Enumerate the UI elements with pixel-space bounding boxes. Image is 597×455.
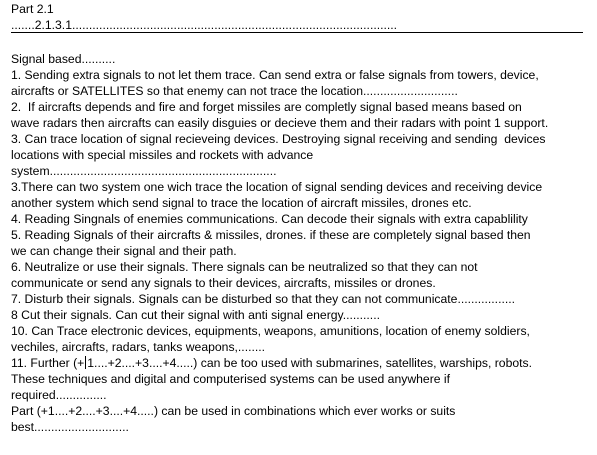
text-line: communicate or send any signals to their devices, aircrafts, missiles or drones. (11, 276, 436, 290)
heading-divider (11, 32, 583, 33)
text-line: 3.There can two system one wich trace the location of signal sending devices and receiving device (11, 180, 543, 194)
text-line: These techniques and digital and computerised systems can be used anywhere if (11, 372, 451, 386)
part-heading: Part 2.1 (11, 2, 54, 16)
text-line: Part (+1....+2....+3....+4.....) can be used in combinations which ever works or suits (11, 404, 456, 418)
text-line: 10. Can Trace electronic devices, equipments, weapons, amunitions, location of enemy soldiers, (11, 324, 530, 338)
text-line: Signal based.......... (11, 52, 116, 66)
text-line: 3. Can trace location of signal recieveing devices. Destroying signal receiving and sending devices (11, 132, 546, 146)
text-line: 6. Neutralize or use their signals. There signals can be neutralized so that they can not (11, 260, 478, 274)
text-line: another system which send signal to trace the location of aircraft missiles, drones etc. (11, 196, 472, 210)
text-line: we can change their signal and their path. (11, 244, 237, 258)
text-line: wave radars then aircrafts can easily disguies or decieve them and their radars with point 1 support. (11, 116, 549, 130)
text-line: vechiles, aircrafts, radars, tanks weapons,........ (11, 340, 266, 354)
text-line: aircrafts or SATELLITES so that enemy can not trace the location............................ (11, 84, 458, 98)
text-line-with-cursor (11, 355, 548, 371)
text-before-cursor: 11. Further (+ (11, 356, 85, 370)
text-line: 4. Reading Singnals of enemies communications. Can decode their signals with extra capablility (11, 212, 528, 226)
text-after-cursor: 1....+2....+3....+4.....) can be too used with submarines, satellites, warships, robots. (87, 356, 533, 370)
text-line: 5. Reading Signals of their aircrafts & missiles, drones. if these are completely signal based then (11, 228, 531, 242)
text-line: locations with special missiles and rockets with advance (11, 148, 314, 162)
text-line: required............... (11, 388, 107, 402)
section-heading: .......2.1.3.1................................................................................................ (11, 18, 398, 32)
document-body[interactable] (11, 51, 548, 435)
text-line: 7. Disturb their signals. Signals can be disturbed so that they can not communicate................. (11, 292, 516, 306)
text-line: best............................ (11, 420, 129, 434)
text-line: 1. Sending extra signals to not let them trace. Can send extra or false signals from towers, device, (11, 68, 539, 82)
text-line: system................................................................... (11, 164, 277, 178)
text-line: 8 Cut their signals. Can cut their signal with anti signal energy........... (11, 308, 380, 322)
text-line: 2. If aircrafts depends and fire and forget missiles are completly signal based means based on (11, 100, 522, 114)
